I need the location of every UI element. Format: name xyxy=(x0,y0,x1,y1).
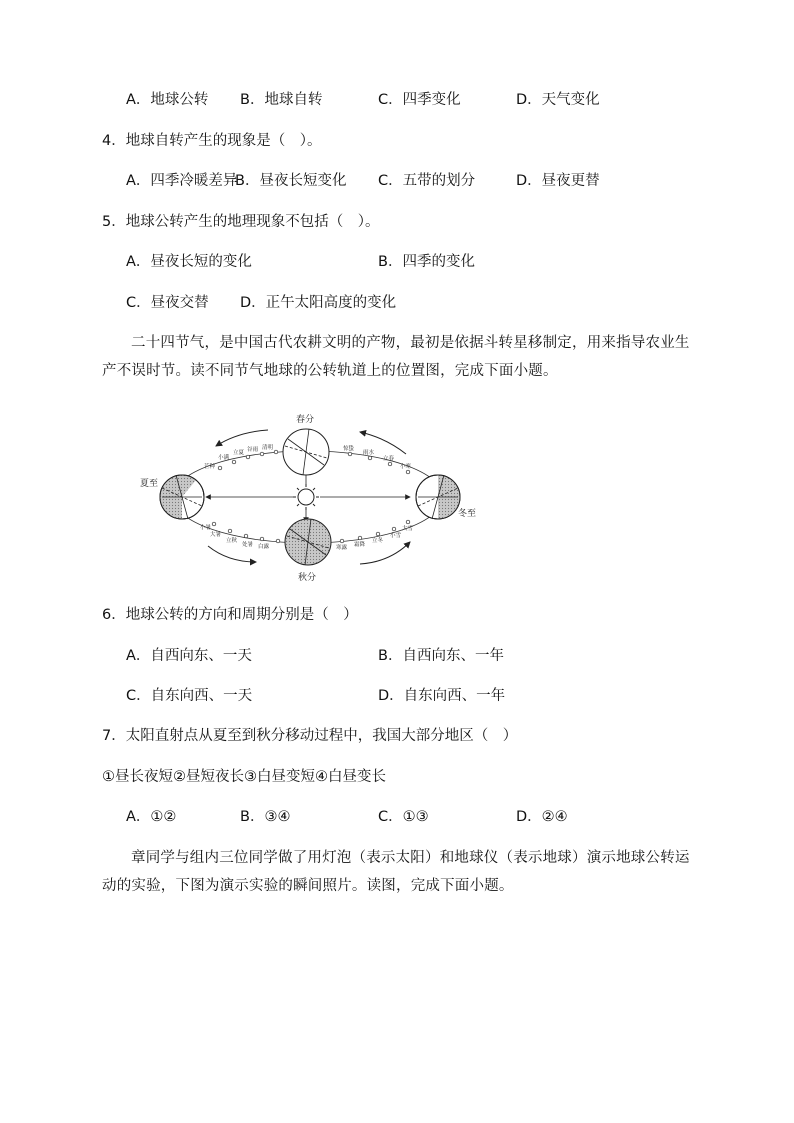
term-label: 霜降 xyxy=(354,542,366,548)
term-label: 小满 xyxy=(218,455,230,461)
term-label: 小暑 xyxy=(200,525,212,531)
term-label: 白露 xyxy=(258,544,270,550)
q3-option-d: D．天气变化 xyxy=(516,92,600,108)
q7-option-b: B．③④ xyxy=(240,809,291,825)
q7-stem: 7．太阳直射点从夏至到秋分移动过程中，我国大部分地区（ ） xyxy=(102,728,518,744)
q6-option-a: A．自西向东、一天 xyxy=(126,648,252,664)
globe-autumn xyxy=(285,519,331,565)
q4-option-b: B．昼夜长短变化 xyxy=(235,173,347,189)
term-label: 寒露 xyxy=(336,545,348,551)
orbit-diagram xyxy=(138,402,498,584)
orbit-arrow-bottom-left xyxy=(208,546,256,562)
q7-choices-line: ①昼长夜短②昼短夜长③白昼变短④白昼变长 xyxy=(102,769,386,785)
term-label: 清明 xyxy=(262,445,274,451)
passage-solar-terms: 二十四节气，是中国古代农耕文明的产物，最初是依据斗转星移制定，用来指导农业生产不误时节。读不同节气地球的公转轨道上的位置图，完成下面小题。 xyxy=(102,335,690,379)
q4-option-c: C．五带的划分 xyxy=(378,173,476,189)
label-autumn: 秋分 xyxy=(298,573,317,583)
label-summer: 夏至 xyxy=(140,479,159,489)
q5-stem: 5．地球公转产生的地理现象不包括（ ）。 xyxy=(102,214,380,230)
q6-option-c: C．自东向西、一天 xyxy=(126,688,253,704)
term-label: 小寒 xyxy=(400,464,412,470)
term-label: 大雪 xyxy=(402,526,414,532)
term-label: 大暑 xyxy=(210,532,222,538)
q4-option-a: A．四季冷暖差异 xyxy=(126,173,238,189)
term-label: 雨水 xyxy=(363,450,375,456)
q5-option-c: C．昼夜交替 xyxy=(126,295,209,311)
globe-spring xyxy=(283,429,329,475)
term-label: 立冬 xyxy=(372,538,384,544)
q4-stem: 4．地球自转产生的现象是（ ）。 xyxy=(102,133,322,149)
term-label: 惊蛰 xyxy=(343,446,355,452)
q5-option-a: A．昼夜长短的变化 xyxy=(126,254,252,270)
term-label: 立秋 xyxy=(226,538,238,544)
term-label: 立夏 xyxy=(233,450,245,456)
q6-option-d: D．自东向西、一年 xyxy=(378,688,506,704)
passage-experiment: 章同学与组内三位同学做了用灯泡（表示太阳）和地球仪（表示地球）演示地球公转运动的实验，下图为演示实验的瞬间照片。读图，完成下面小题。 xyxy=(102,850,690,894)
term-label: 处暑 xyxy=(242,542,254,548)
globe-summer xyxy=(160,475,204,519)
q7-option-a: A．①② xyxy=(126,809,177,825)
label-winter: 冬至 xyxy=(458,509,477,519)
orbit-arrow-top-left xyxy=(216,430,268,446)
q5-option-d: D．正午太阳高度的变化 xyxy=(240,295,397,311)
q7-option-d: D．②④ xyxy=(516,809,568,825)
q3-option-c: C．四季变化 xyxy=(378,92,461,108)
q7-option-c: C．①③ xyxy=(378,809,429,825)
q4-option-d: D．昼夜更替 xyxy=(516,173,600,189)
term-label: 立春 xyxy=(383,456,395,462)
q6-option-b: B．自西向东、一年 xyxy=(378,648,504,664)
term-label: 小雪 xyxy=(390,533,402,539)
q6-stem: 6．地球公转的方向和周期分别是（ ） xyxy=(102,607,358,623)
orbit-arrow-bottom-right xyxy=(360,542,410,564)
term-label: 芒种 xyxy=(204,464,216,470)
sun-icon xyxy=(293,484,319,510)
q3-option-a: A．地球公转 xyxy=(126,92,209,108)
q3-option-b: B．地球自转 xyxy=(240,92,323,108)
q5-option-b: B．四季的变化 xyxy=(378,254,475,270)
globe-winter xyxy=(416,475,460,519)
term-label: 谷雨 xyxy=(247,447,259,453)
label-spring: 春分 xyxy=(296,415,315,425)
